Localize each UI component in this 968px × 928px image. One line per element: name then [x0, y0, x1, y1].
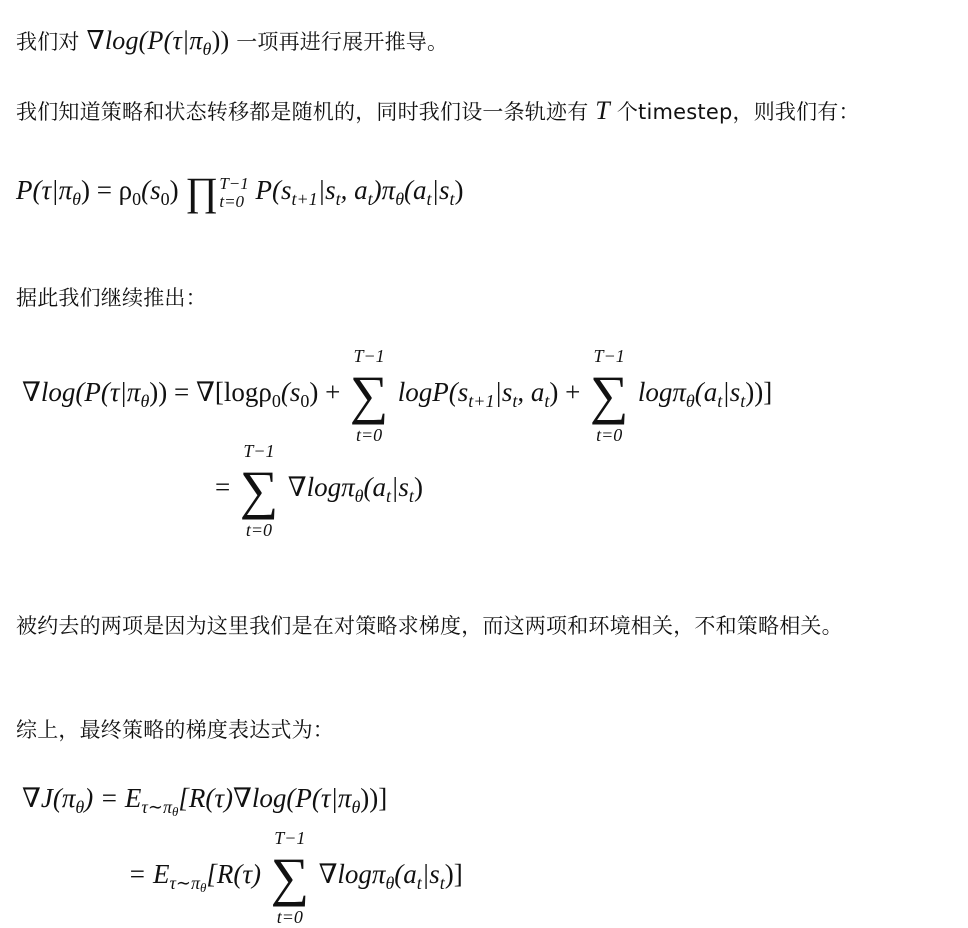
product-symbol: ∏: [185, 169, 219, 214]
equation-log-gradient-line2: = T−1 ∑ t=0 $\nabla\log\pi_\theta(a_t|s_t)$: [215, 441, 423, 540]
equation-log-gradient-line1: $\nabla\log(P(\tau|\pi_\theta)) = \nabla[\log\rho_0(s_0)$ + T−1 ∑ t=0 $\log P(s_{t+1}|s_t$, $a_t$) + T−1 ∑ t=0 $\log\pi_\theta(a_t|s_t)$)]: [22, 346, 773, 445]
paragraph-intro: [16, 26, 448, 60]
text: 我们对: [16, 30, 87, 54]
text: 我们知道策略和状态转移都是随机的，同时我们设一条轨迹有: [16, 100, 596, 124]
paragraph-derive: [16, 282, 207, 312]
text: 一项再进行展开推导。: [229, 30, 449, 54]
sum-symbol: T−1 ∑ t=0: [349, 346, 389, 445]
paragraph-cancel-explanation: [16, 610, 843, 640]
paragraph-summary: [16, 714, 334, 744]
text: 个timestep，则我们有：: [609, 100, 860, 124]
text: 综上，最终策略的梯度表达式为：: [16, 718, 334, 742]
inline-math-T: T: [595, 96, 610, 125]
sum-symbol: T−1 ∑ t=0: [270, 828, 310, 927]
text: 被约去的两项是因为这里我们是在对策略求梯度，而这两项和环境相关，不和策略相关。: [16, 614, 843, 638]
paragraph-trajectory: [16, 96, 860, 126]
text: 据此我们继续推出：: [16, 286, 207, 310]
equation-policy-gradient-line2: = $E_{\tau\sim\pi\theta}[R(\tau)$ T−1 ∑ t=0 $\nabla\log\pi_\theta(a_t|s_t)$]: [128, 828, 463, 927]
equation-trajectory-probability: $P(\tau|\pi_\theta) = \rho_0(s_0)$ ∏ T−1 t=0 $P(s_{t+1}|s_t$, $a_t)\pi_\theta(a_t|s_t)$: [16, 169, 464, 214]
sum-symbol: T−1 ∑ t=0: [589, 346, 629, 445]
inline-math: $\nabla\log(P(\tau|\pi_\theta))$: [86, 26, 230, 59]
sum-symbol: T−1 ∑ t=0: [239, 441, 279, 540]
equation-policy-gradient-line1: $\nabla J(\pi_\theta) = E_{\tau\sim\pi\theta}[R(\tau)\nabla\log(P(\tau|\pi_\theta))]$: [22, 783, 388, 819]
